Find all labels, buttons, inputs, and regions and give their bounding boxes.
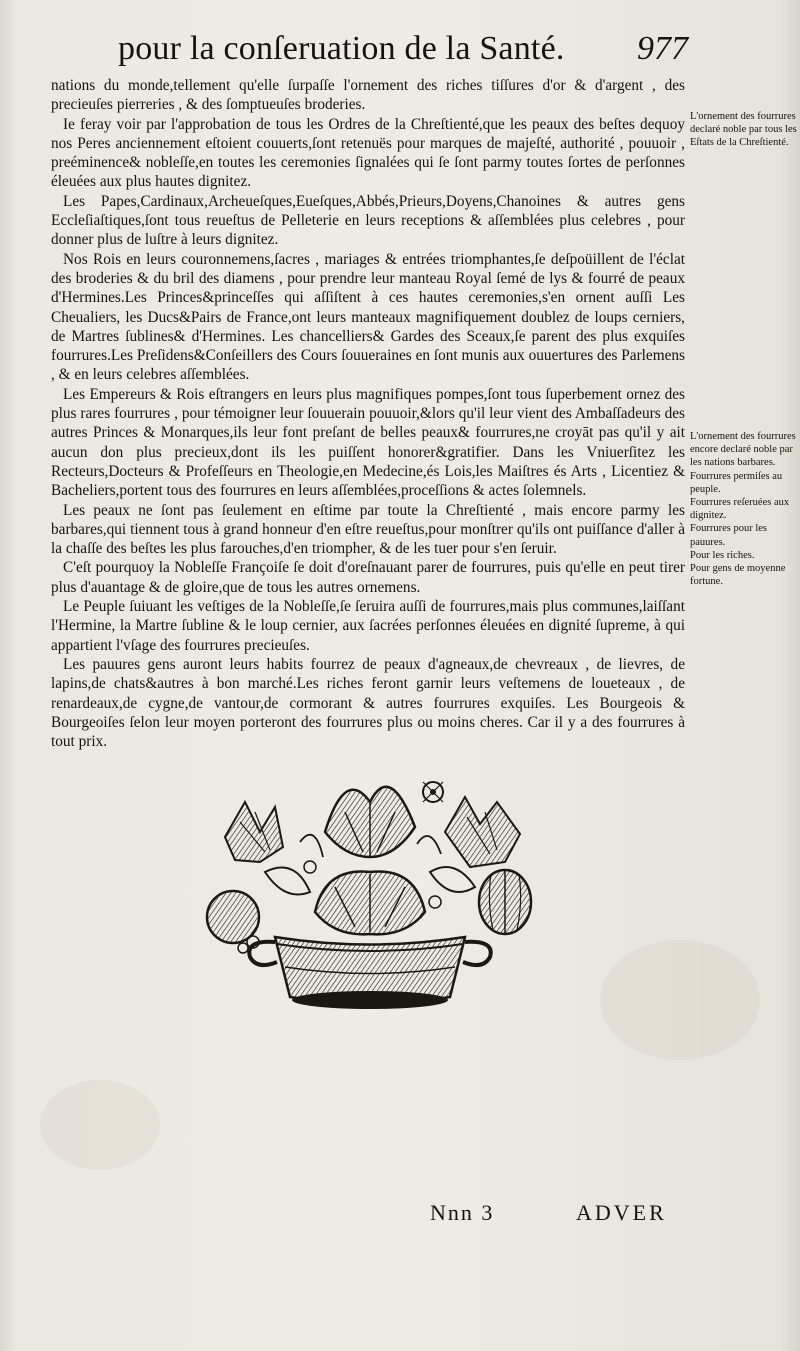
fruit-left [207,891,259,953]
paragraph: Les Papes,Cardinaux,Archeueſques,Eueſques,Abbés,Prieurs,Doyens,Chanoines & autres gens Eccleſiaſtiques,ſont tous reueſtus de Pelleterie en leurs receptions & aſſemblées plus celebres , pour donner plus de luſtre à leurs dignitez. [51,192,685,249]
paper-stain [40,1080,160,1170]
basket [249,937,490,1009]
flower-center-bottom [315,872,425,935]
flower-right [445,797,520,867]
paragraph: Les pauures gens auront leurs habits fourrez de peaux d'agneaux,de chevreaux , de lievres, de lapins,de chats&autres à bon marché.Les riches feront garnir leurs veſtemens de loueteaux , de renardeaux,de cygne,de vantour,de cormorant & autres fourrures exquiſes. Les Bourgeois & Bourgeoiſes ſelon leur moyen porteront des fourrures plus ou moins cheres. Car il y a des fourrures à tout prix. [51,655,685,751]
margin-notes [690,430,798,588]
page-number: 977 [637,30,688,67]
fruit-right [479,870,531,934]
paragraph: Nos Rois en leurs couronnemens,ſacres , mariages & entrées triomphantes,ſe deſpoüillent de l'éclat des broderies & du bril des diamens , pour prendre leur manteau Royal ſemé de lys & fourré de peaux d'Hermines.Les Princes&princeſſes qui aſſiſtent à ces hautes ceremonies,s'en ornent auſſi Les Cheualiers, les Ducs&Pairs de France,ont leurs manteaux magnifiquement doublez de loups cerniers, de Martres ſublines& d'Hermines. Les chancelliers& Gardes des Sceaux,ſe parent des plus exquiſes fourrures.Les Preſidens&Conſeillers des Cours ſouueraines en ſont munis aux ouuertures des Parlemens , & en leurs celebres aſſemblées. [51,250,685,384]
signature-mark: Nnn 3 [430,1200,495,1225]
paragraph: nations du monde,tellement qu'elle ſurpaſſe l'ornement des riches tiſſures d'or & d'argent , des precieuſes pierreries , & des ſomptueuſes broderies. [51,77,685,114]
margin-note: Pour gens de moyenne fortune. [690,563,786,588]
paper-stain [600,940,760,1060]
page-header [118,28,688,70]
flower-small-top [423,782,443,802]
margin-note: L'ornement des fourrures encore declaré noble par les nations barbares. [690,431,796,469]
margin-notes [690,110,798,150]
paragraph: C'eſt pourquoy la Nobleſſe Françoiſe ſe doit d'oreſnauant parer de fourrures, puis qu'elle en peut tirer plus d'auantage & de gloire,que de tous les autres ornemens. [51,559,685,596]
running-title: pour la conſeruation de la Santé. [118,30,565,67]
flower-left [225,802,283,862]
paragraph: Ie feray voir par l'approbation de tous les Ordres de la Chreſtienté,que les peaux des beſtes dequoy nos Peres anciennement eſtoient couuerts,ſont retenuës pour marques de majeſté, authorité , pouuoir , preéminence& nobleſſe,en toutes les ceremonies ſignalées qui ſe ſont parmy toutes ſortes de perſonnes éleuées aux plus hautes dignitez. [51,115,685,191]
paragraph: Les peaux ne ſont pas ſeulement en eſtime par toute la Chreſtienté , mais encore parmy les barbares,qui tiennent tous à grand honneur d'en eſtre reueſtus,pour monſtrer qu'ils ont puiſſance d'aller à la chaſſe des beſtes les plus farouches,d'en triompher, & de les tuer pour s'en ſeruir. [51,501,685,558]
margin-note: Fourrures reſeruées aux dignitez. [690,497,790,522]
catchword: ADVER [576,1200,667,1225]
paragraph: Les Empereurs & Rois eſtrangers en leurs plus magnifiques pompes,ſont tous ſuperbement ornez des plus rares fourrures , pour témoigner leur ſouuerain pouuoir,&lors qu'il leur vient des Ambaſſadeurs des autres Princes & Monarques,ils leur font preſant de belles peaux& fourrures,ne croyāt pas qu'il y ait aucun don plus precieux,dont ils les puiſſent honorer&gratifier. Dans les Vniuerſitez les Recteurs,Docteurs & Profeſſeurs en Theologie,en Medecine,és Lois,les Maiſtres és Arts , Licentiez & Bacheliers,portent tous des fourrures en leurs aſſemblées,proceſſions & actes ſolemnels. [51,385,685,500]
paragraph: Le Peuple ſuiuant les veſtiges de la Nobleſſe,ſe ſeruira auſſi de fourrures,mais plus communes,laiſſant l'Hermine, la Martre ſubline & le loup cernier, aux ſacrées perſonnes éleuées en dignité ſupreme, à qui appartient l'vſage des fourrures precieuſes. [51,598,685,654]
page-footer [430,1200,690,1234]
margin-note: L'ornement des fourrures declaré noble par tous les Eſtats de la Chreſtienté. [690,111,797,149]
flower-center-top [325,787,415,857]
margin-note: Fourrures permiſes au peuple. [690,470,783,495]
flower-basket-ornament [205,762,535,1017]
body-text [51,76,685,751]
margin-note: Fourrures pour les pauures. [690,523,767,548]
margin-note: Pour les riches. [690,549,755,561]
